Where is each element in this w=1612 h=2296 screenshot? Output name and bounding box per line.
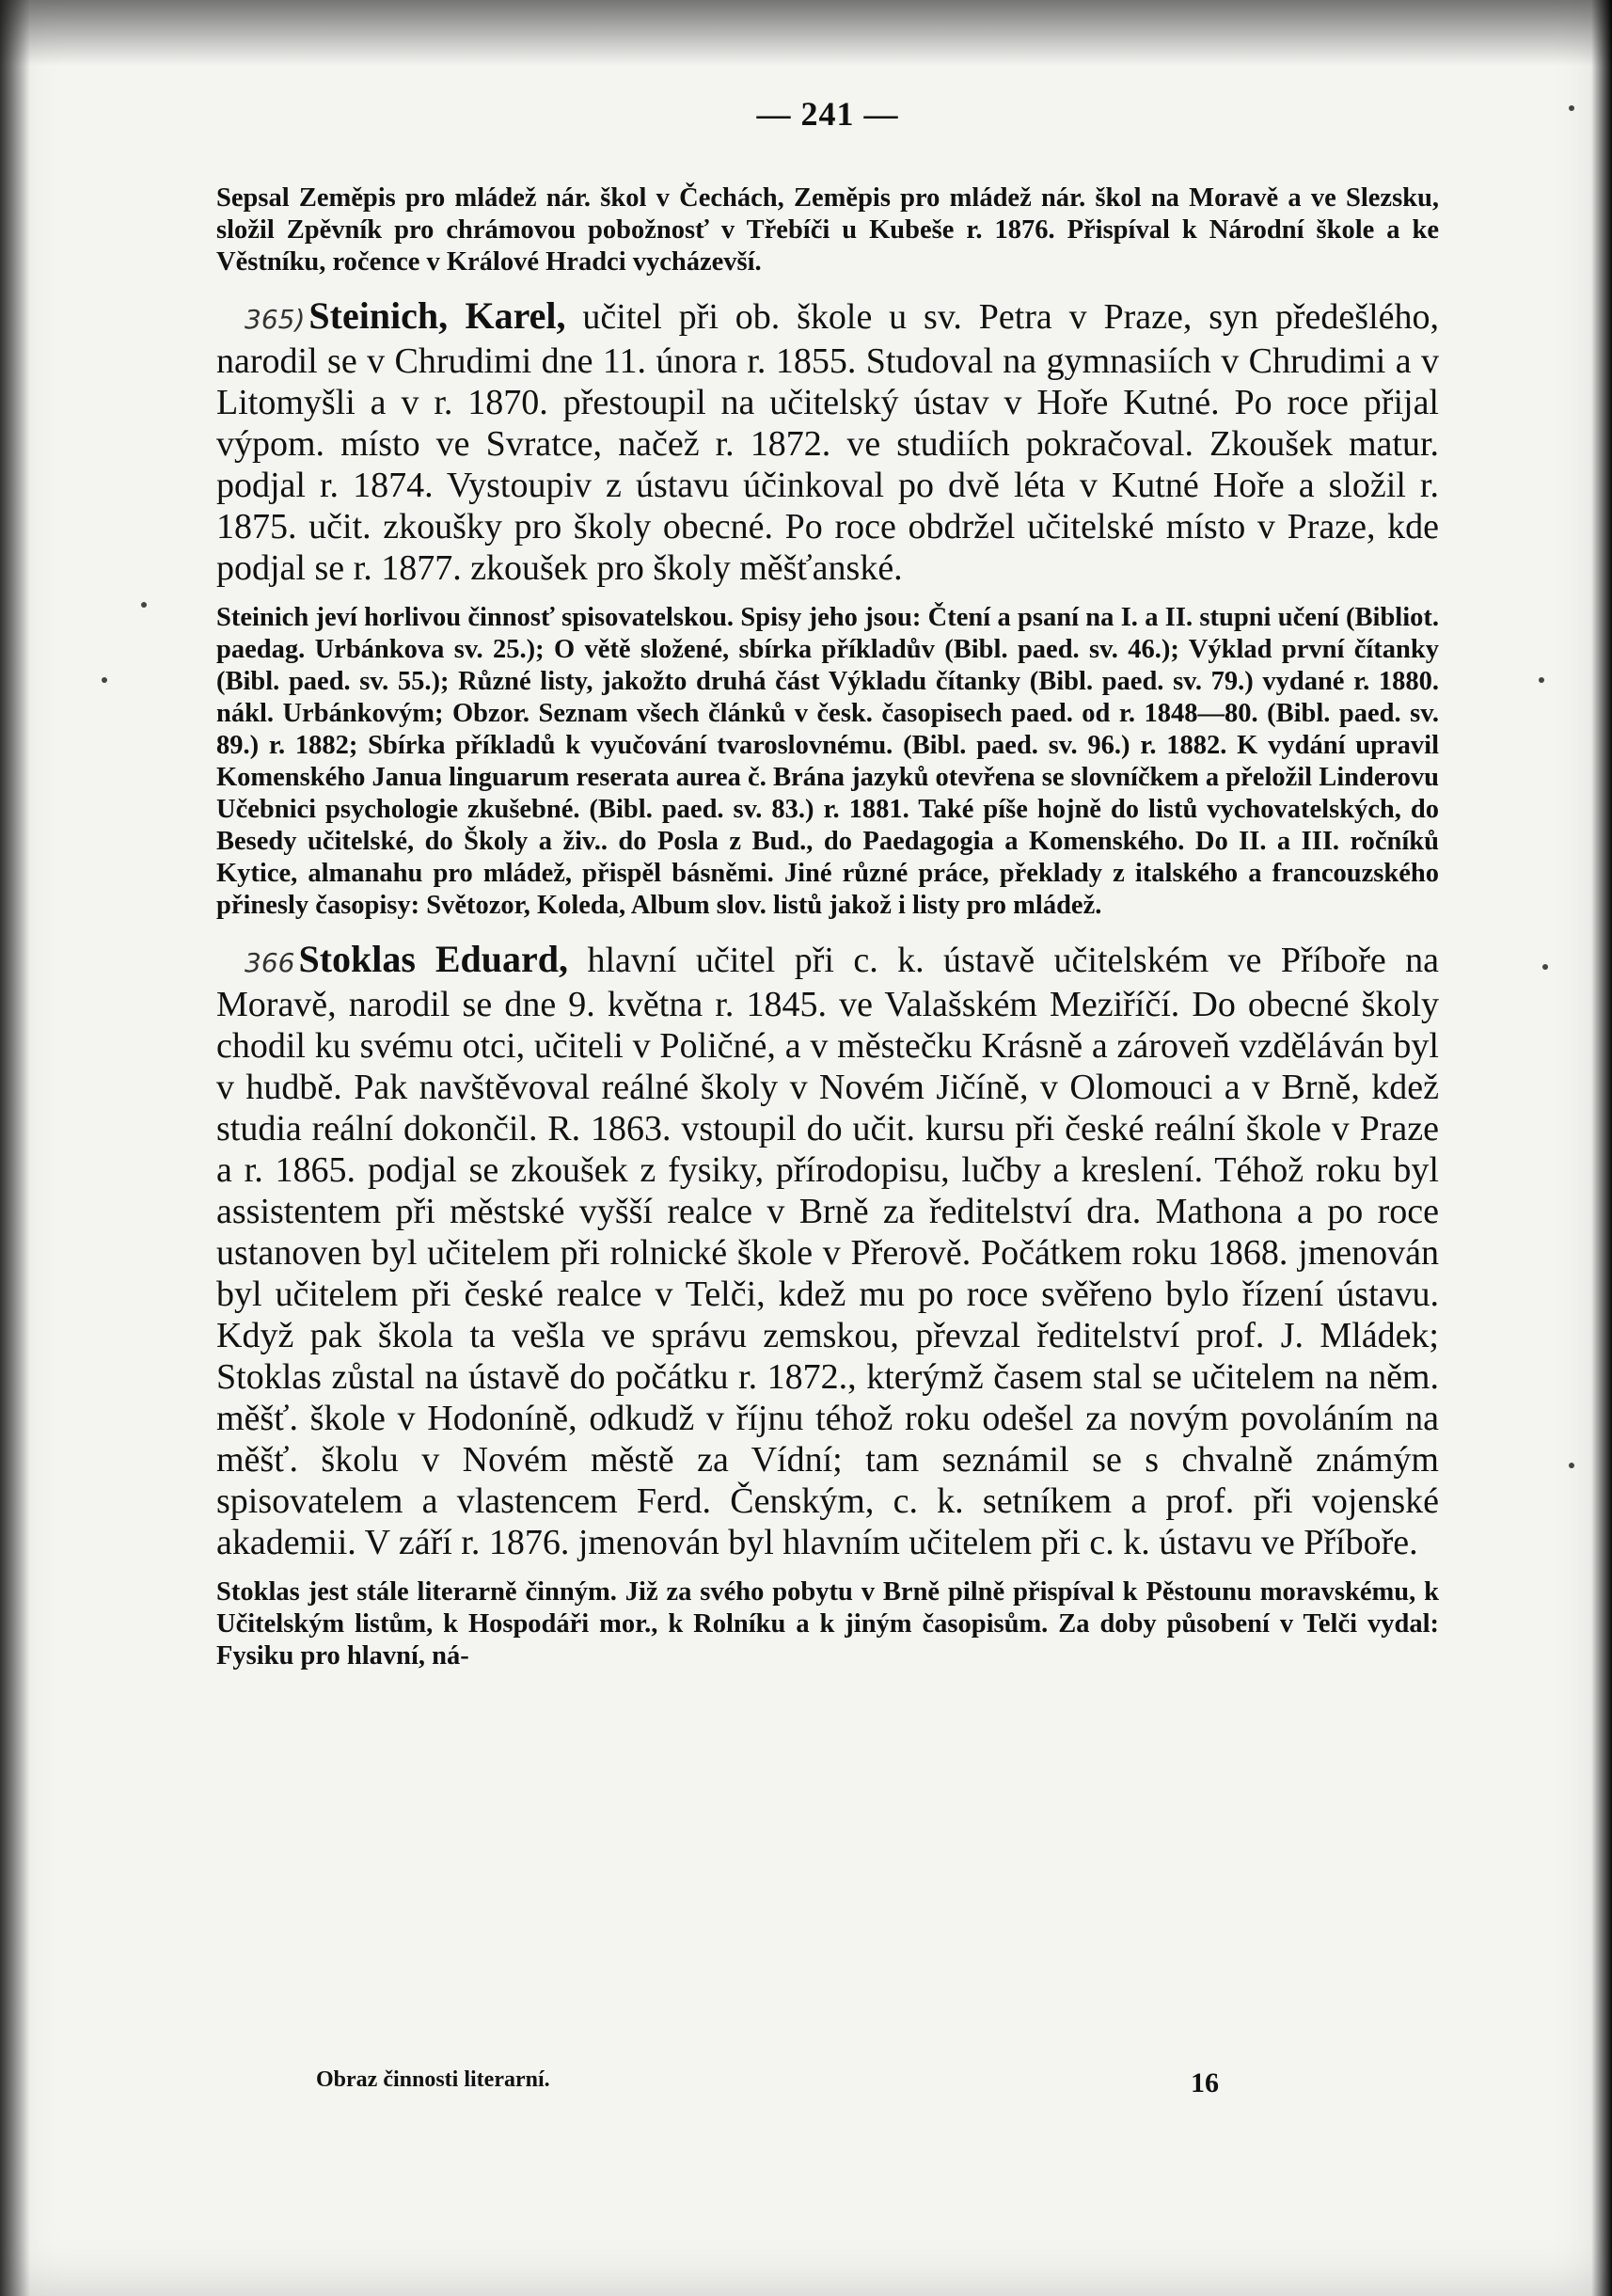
scan-right-edge [1591, 0, 1612, 2296]
paragraph-steinich-works: Steinich jeví horlivou činnosť spisovatelskou. Spisy jeho jsou: Čtení a psaní na I. a II. stupni učení (Bibliot. paedag. Urbánkova sv. 25.); O větě složené, sbírka příkladův (Bibl. paed. sv. 46.); Výklad první čítanky (Bibl. paed. sv. 55.); Různé listy, jakožto druhá část Výkladu čítanky (Bibl. paed. sv. 79.) vydané r. 1880. nákl. Urbánkovým; Obzor. Seznam všech článků v česk. časopisech paed. od r. 1848—80. (Bibl. paed. sv. 89.) r. 1882; Sbírka příkladů k vyučování tvaroslovnému. (Bibl. paed. sv. 96.) r. 1882. K vydání upravil Komenského Janua linguarum reserata aurea č. Brána jazyků otevřena se slovníčkem a přeložil Linderovu Učebnici psychologie zkušebné. (Bibl. paed. sv. 83.) r. 1881. Také píše hojně do listů vychovatelských, do Besedy učitelské, do Školy a živ.. do Posla z Bud., do Paedagogia a Komenského. Do II. a III. ročníků Kytice, almanahu pro mládež, přispěl básněmi. Jiné různé práce, překlady z italského a francouzského přinesly časopisy: Světozor, Koleda, Album slov. listů jakož i listy pro mládež. [216, 603, 1439, 920]
entry-text: učitel při ob. škole u sv. Petra v Praze, syn předešlého, narodil se v Chrudimi dne 11. února r. 1855. Studoval na gymnasiích v Chrudimi a v Litomyšli a v r. 1870. přestoupil na učitelský ústav v Hoře Kutné. Po roce přijal výpom. místo ve Svratce, načež r. 1872. ve studiích pokračoval. Zkoušek matur. podjal r. 1874. Vystoupiv z ústavu účinkoval po dvě léta v Kutné Hoře a složil r. 1875. učit. zkoušky pro školy obecné. Po roce obdržel učitelské místo v Praze, kde podjal se r. 1877. zkoušek pro školy měšťanské. [216, 297, 1439, 588]
entry-name: Steinich, Karel, [308, 294, 566, 337]
entry-text: hlavní učitel při c. k. ústavě učitelském ve Příboře na Moravě, narodil se dne 9. května r. 1845. ve Valašském Meziříčí. Do obecné školy chodil ku svému otci, učiteli v Poličné, a v městečku Krásně a zároveň vzděláván byl v hudbě. Pak navštěvoval reálné školy v Novém Jičíně, v Olomouci a v Brně, kdež studia reální dokončil. R. 1863. vstoupil do učit. kursu při české reální škole v Praze a r. 1865. podjal se zkoušek z fysiky, přírodopisu, lučby a kreslení. Téhož roku byl assistentem při městské vyšší realce v Brně za ředitelství dra. Mathona a po roce ustanoven byl učitelem při rolnické škole v Přerově. Počátkem roku 1868. jmenován byl učitelem při české realce v Telči, kdež mu po roce svěřeno bylo řízení ústavu. Když pak škola ta vešla ve správu zemskou, převzal ředitelství prof. J. Mládek; Stoklas zůstal na ústavě do počátku r. 1872., kterýmž časem stal se učitelem na něm. měšť. škole v Hodoníně, odkudž v říjnu téhož roku odešel za novým povoláním na měšť. školu v Novém městě za Vídní; tam seznámil se s chvalně známým spisovatelem a vlastencem Ferd. Čenským, c. k. setníkem a prof. při vojenské akademii. V září r. 1876. jmenován byl hlavním učitelem při c. k. ústavu ve Příboře. [216, 941, 1439, 1562]
footer-section-title: Obraz činnosti literarní. [316, 2067, 550, 2092]
handwritten-entry-number: 365) [245, 304, 306, 335]
speck [1569, 1463, 1574, 1468]
entry-stoklas [216, 939, 1439, 1563]
entry-name: Stoklas Eduard, [298, 938, 569, 980]
entry-steinich [216, 295, 1439, 589]
page-number: — 241 — [756, 95, 899, 133]
scan-top-shadow [0, 0, 1612, 66]
paragraph-stoklas-works: Stoklas jest stále literarně činným. Již za svého pobytu v Brně pilně přispíval k Pěstounu moravskému, k Učitelským listům, k Hospodáři mor., k Rolníku a k jiným časopisům. Za doby působení v Telči vydal: Fysiku pro hlavní, ná- [216, 1577, 1439, 1671]
speck [1539, 677, 1544, 683]
scan-left-edge [0, 0, 30, 2296]
page-footer [316, 2067, 1219, 2099]
signature-mark: 16 [1191, 2067, 1219, 2098]
speck [1542, 964, 1548, 970]
speck [102, 677, 107, 683]
page-content [216, 94, 1439, 1672]
speck [141, 602, 147, 608]
handwritten-entry-number: 366 [245, 947, 295, 978]
speck [1569, 105, 1574, 111]
paragraph-sepsal: Sepsal Zeměpis pro mládež nár. škol v Čechách, Zeměpis pro mládež nár. škol na Moravě a ve Slezsku, složil Zpěvník pro chrámovou pobožnosť v Třebíči u Kubeše r. 1876. Přispíval k Národní škole a ke Věstníku, ročence v Králové Hradci vycházevší. [216, 183, 1439, 277]
